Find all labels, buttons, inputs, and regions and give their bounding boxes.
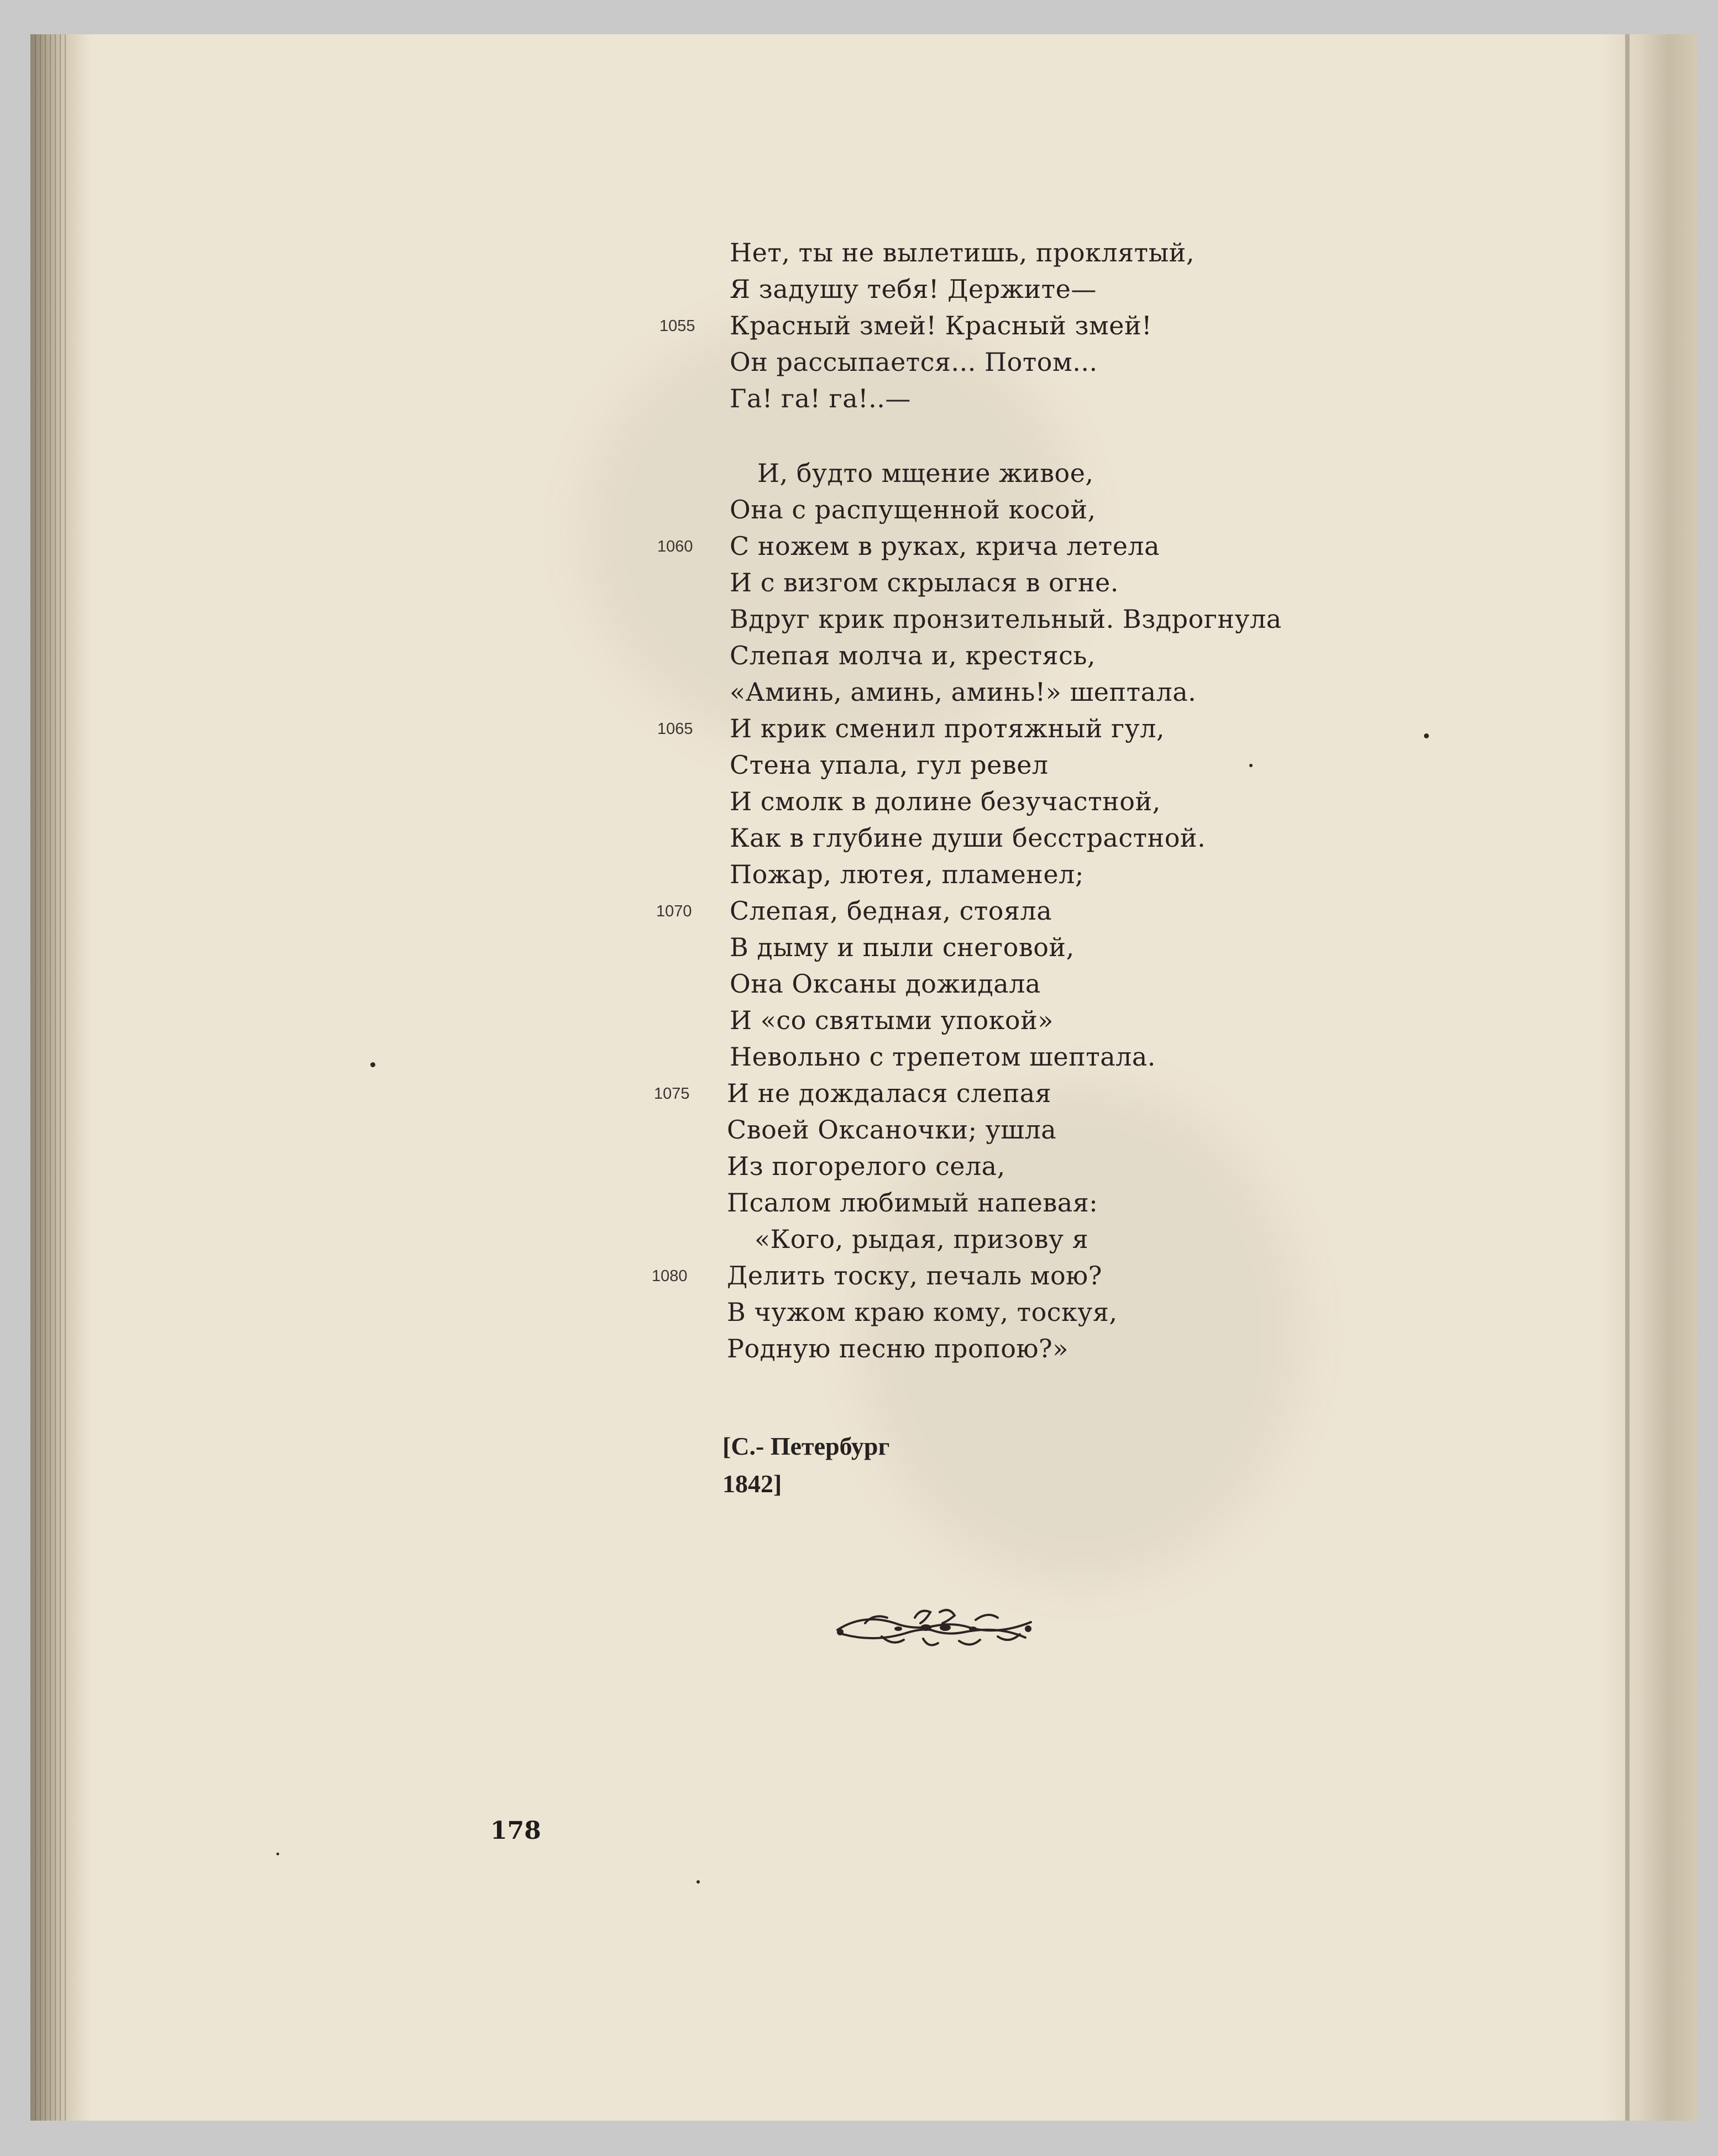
verse-line: Как в глубине души бесстрастной.: [730, 823, 1206, 853]
line-number: 1060: [657, 538, 693, 555]
verse-line: И с визгом скрылася в огне.: [730, 568, 1119, 597]
verse-line: «Кого, рыдая, призову я: [755, 1224, 1089, 1254]
verse-line: Слепая, бедная, стояла: [730, 896, 1052, 926]
year-note: 1842]: [722, 1470, 782, 1498]
line-number: 1080: [652, 1267, 688, 1285]
verse-line: Стена упала, гул ревел: [730, 750, 1049, 780]
verse-line: Нет, ты не вылетишь, проклятый,: [730, 238, 1195, 267]
verse-line: И «со святыми упокой»: [730, 1005, 1054, 1035]
verse-line: С ножем в руках, крича летела: [730, 531, 1160, 561]
paper-speck: [276, 1853, 279, 1855]
line-number: 1075: [654, 1085, 690, 1103]
verse-line: Слепая молча и, крестясь,: [730, 641, 1096, 670]
page-number: 178: [490, 1817, 541, 1845]
verse-line: Из погорелого села,: [727, 1151, 1005, 1181]
line-number: 1070: [656, 903, 692, 920]
paper-speck: [370, 1062, 375, 1067]
verse-line: Я задушу тебя! Держите—: [730, 274, 1097, 304]
verse-line: И не дождалася слепая: [727, 1078, 1052, 1108]
verse-line: Он рассыпается... Потом...: [730, 347, 1098, 377]
floral-vignette-icon: [832, 1596, 1036, 1656]
verse-line: Невольно с трепетом шептала.: [730, 1042, 1156, 1072]
paper-speck: [1424, 733, 1429, 738]
paper-speck: [696, 1880, 700, 1884]
verse-line: Родную песню пропою?»: [727, 1334, 1068, 1363]
paper-speck: [1249, 764, 1253, 767]
verse-line: Делить тоску, печаль мою?: [727, 1261, 1102, 1291]
verse-line: Своей Оксаночки; ушла: [727, 1115, 1057, 1145]
book-page: [30, 34, 1697, 2121]
verse-line: И крик сменил протяжный гул,: [730, 714, 1165, 743]
verse-line: В дыму и пыли снеговой,: [730, 932, 1075, 962]
verse-line: Псалом любимый напевая:: [727, 1188, 1098, 1218]
line-number: 1065: [657, 720, 693, 738]
line-number: 1055: [659, 317, 695, 335]
verse-line: Пожар, лютея, пламенел;: [730, 859, 1084, 889]
verse-line: Вдруг крик пронзительный. Вздрогнула: [730, 604, 1282, 634]
verse-line: Красный змей! Красный змей!: [730, 311, 1153, 340]
verse-line: Она Оксаны дожидала: [730, 969, 1041, 999]
verse-line: «Аминь, аминь, аминь!» шептала.: [730, 677, 1197, 707]
poem-text: [30, 34, 1697, 2121]
verse-line: Га! га! га!..—: [730, 384, 911, 413]
verse-line: И смолк в долине безучастной,: [730, 786, 1161, 816]
verse-line: И, будто мщение живое,: [757, 458, 1094, 488]
verse-line: В чужом краю кому, тоскуя,: [727, 1297, 1118, 1327]
place-note: [С.- Петербург: [722, 1432, 890, 1460]
verse-line: Она с распущенной косой,: [730, 495, 1096, 524]
